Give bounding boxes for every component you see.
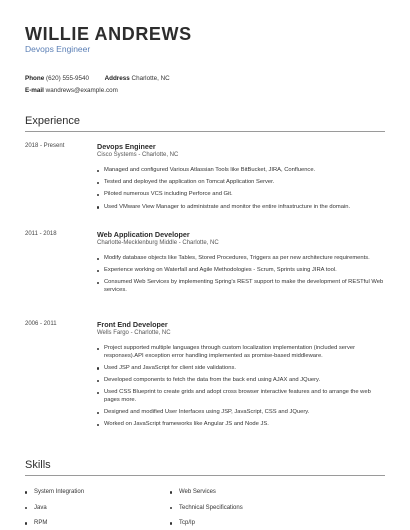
job-bullet: Piloted numerous VCS including Perforce and Git. [97,191,387,199]
job-bullet: Managed and configured Various Atlassian Tools like BitBucket, JIRA, Confluence. [97,167,387,175]
job-bullet: Developed components to fetch the data from the back end using AJAX and JQuery. [97,377,387,385]
job-bullet: Project supported multiple languages through custom localization implementation (included server responses).API exception error handling implemented as promise-based middleware. [97,345,387,360]
job-title: Web Application Developer [97,230,190,239]
skill-item: Java [25,505,170,521]
job-dates: 2018 - Present [25,143,65,149]
job-dates: 2011 - 2018 [25,231,57,237]
email-value: wandrews@example.com [45,87,118,94]
candidate-title: Devops Engineer [25,44,91,54]
skill-item: Technical Specifications [170,505,330,521]
skills-divider [25,475,385,476]
job-bullet: Used JSP and JavaScript for client side validations. [97,365,387,373]
job-bullet: Consumed Web Services by implementing Spring's REST support to make the development of RESTful Web services. [97,279,387,294]
skills-list [25,489,385,530]
contact-line-email [25,87,118,94]
job-bullets [97,255,387,299]
job-bullet: Worked on JavaScript frameworks like Angular JS and Node JS. [97,421,387,429]
address-value: Charlotte, NC [131,75,170,82]
skill-item: Web Services [170,489,330,505]
job-bullets [97,167,387,216]
skills-heading: Skills [25,459,51,471]
job-bullet: Modify database objects like Tables, Stored Procedures, Triggers as per new architecture requirements. [97,255,387,263]
phone-label: Phone [25,75,45,82]
job-title: Front End Developer [97,320,168,329]
job-bullet: Experience working on Waterfall and Agile Methodologies - Scrum, Sprints using JIRA tool. [97,267,387,275]
job-dates: 2006 - 2011 [25,321,57,327]
address-label: Address [104,75,130,82]
job-company: Wells Fargo - Charlotte, NC [97,330,171,336]
job-company: Cisco Systems - Charlotte, NC [97,152,179,158]
experience-heading: Experience [25,115,81,127]
job-bullet: Used CSS Blueprint to create grids and adopt cross browser interactive features and to arrange the web pages more. [97,389,387,404]
job-title: Devops Engineer [97,142,156,151]
phone-value: (620) 555-9540 [46,75,90,82]
experience-divider [25,131,385,132]
job-bullet: Designed and modified User Interfaces using JSP, JavaScript, CSS and JQuery. [97,409,387,417]
skill-item: System Integration [25,489,170,505]
job-company: Charlotte-Mecklenburg Middle - Charlotte, NC [97,240,219,246]
skill-item: Tcp/Ip [170,520,330,530]
email-label: E-mail [25,87,44,94]
contact-line-phone-address [25,75,170,82]
job-bullet: Used VMware View Manager to administrate and monitor the entire infrastructure in the domain. [97,204,387,212]
job-bullets [97,345,387,433]
candidate-name: WILLIE ANDREWS [25,24,192,44]
job-bullet: Tested and deployed the application on Tomcat Application Server. [97,179,387,187]
skill-item: RPM [25,520,170,530]
